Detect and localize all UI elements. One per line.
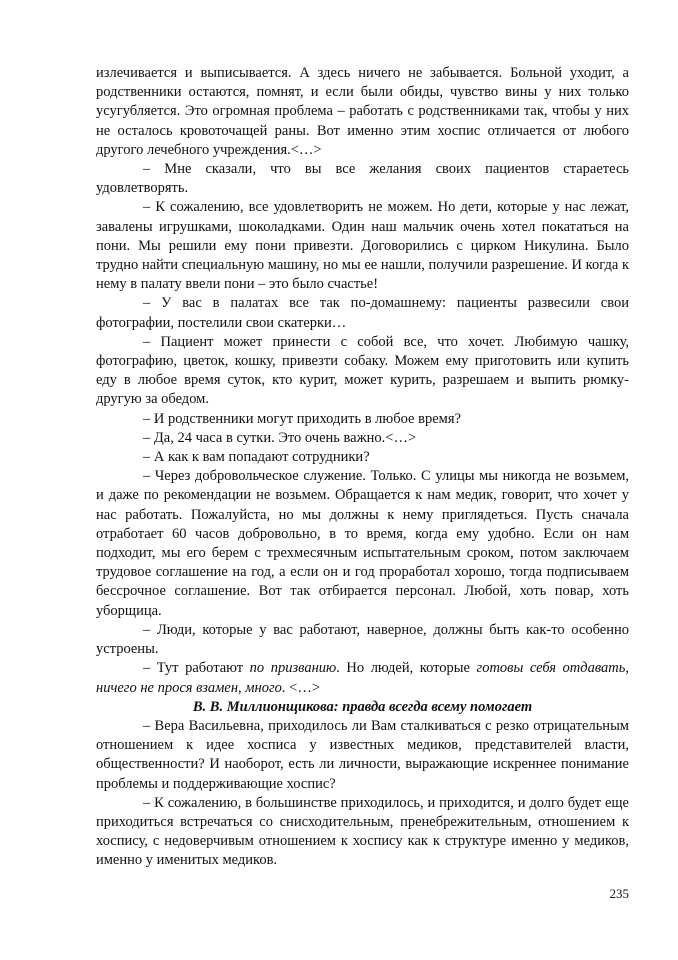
- page-number: 235: [609, 886, 629, 901]
- body-text: [96, 64, 629, 871]
- paragraph: – К сожалению, все удовлетворить не можем. Но дети, которые у нас лежат, завалены игрушками, шоколадками. Один наш мальчик очень хотел покататься на пони. Мы решили ему пони привезти. Договорились с цирком Никулина. Было трудно найти специальную машину, но мы ее нашли, получили разрешение. И когда к нему в палату ввели пони – это было счастье!: [96, 199, 629, 293]
- paragraph: – Вера Васильевна, приходилось ли Вам сталкиваться с резко отрицательным отношением к идее хосписа у известных медиков, представителей власти, общественности? И наоборот, есть ли личности, выражающие искреннее понимание проблемы и поддерживающие хоспис?: [96, 717, 629, 792]
- paragraph: – Через добровольческое служение. Только. С улицы мы никогда не возьмем, и даже по рекомендации не возьмем. Обращается к нам медик, говорит, что хочет у нас работать. Пожалуйста, но мы должны к нему приглядеться. Пусть сначала отработает 60 часов добровольно, в то время, когда ему удобно. Если он нам подходит, мы его берем с трехмесячным испытательным сроком, потом заключаем трудовое соглашение на год, а если он и год проработал хорошо, тогда подписываем бессрочное соглашение. Вот так отбирается персонал. Любой, хоть повар, хоть уборщица.: [96, 468, 629, 619]
- text-run: . <…>: [281, 679, 320, 696]
- paragraph: – Да, 24 часа в сутки. Это очень важно.<…>: [143, 429, 417, 446]
- text-run: . Но людей, которые: [336, 660, 477, 677]
- section-heading: В. В. Миллионщикова: правда всегда всему помогает: [192, 698, 533, 715]
- paragraph: – И родственники могут приходить в любое время?: [143, 410, 461, 427]
- paragraph: – Пациент может принести с собой все, что хочет. Любимую чашку, фотографию, цветок, кошку, привезти собаку. Можем ему приготовить или купить еду в любое время суток, кто курит, может курить, разрешаем и выпить рюмку-другую за обедом.: [96, 333, 629, 408]
- paragraph: излечивается и выписывается. А здесь ничего не забывается. Больной уходит, а родственники остаются, помнят, и если были обиды, чувство вины у них только усугубляется. Это огромная проблема – работать с родственниками так, чтобы у них не осталось кровоточащей раны. Вот именно этим хоспис отличается от любого другого лечебного учреждения.<…>: [96, 65, 629, 158]
- paragraph: – К сожалению, в большинстве приходилось, и приходится, и долго будет еще приходиться встречаться со снисходительным, пренебрежительным, отношением к хоспису, с недоверчивым отношением к хоспису как к структуре именно у медиков, именно у именитых медиков.: [96, 794, 629, 869]
- paragraph: – Люди, которые у вас работают, наверное, должны быть как-то особенно устроены.: [96, 621, 629, 658]
- paragraph: – У вас в палатах все так по-домашнему: пациенты развесили свои фотографии, постелили свои скатерки…: [96, 295, 629, 331]
- text-run: – Тут работают: [143, 660, 250, 677]
- emphasis: готовы себя отдавать, ничего не прося взамен, много: [96, 660, 629, 696]
- emphasis: по призванию: [249, 660, 337, 677]
- paragraph: – Мне сказали, что вы все желания своих пациентов стараетесь удовлетворять.: [96, 161, 629, 197]
- paragraph-with-emphasis: [96, 659, 629, 697]
- paragraph: – А как к вам попадают сотрудники?: [143, 449, 370, 466]
